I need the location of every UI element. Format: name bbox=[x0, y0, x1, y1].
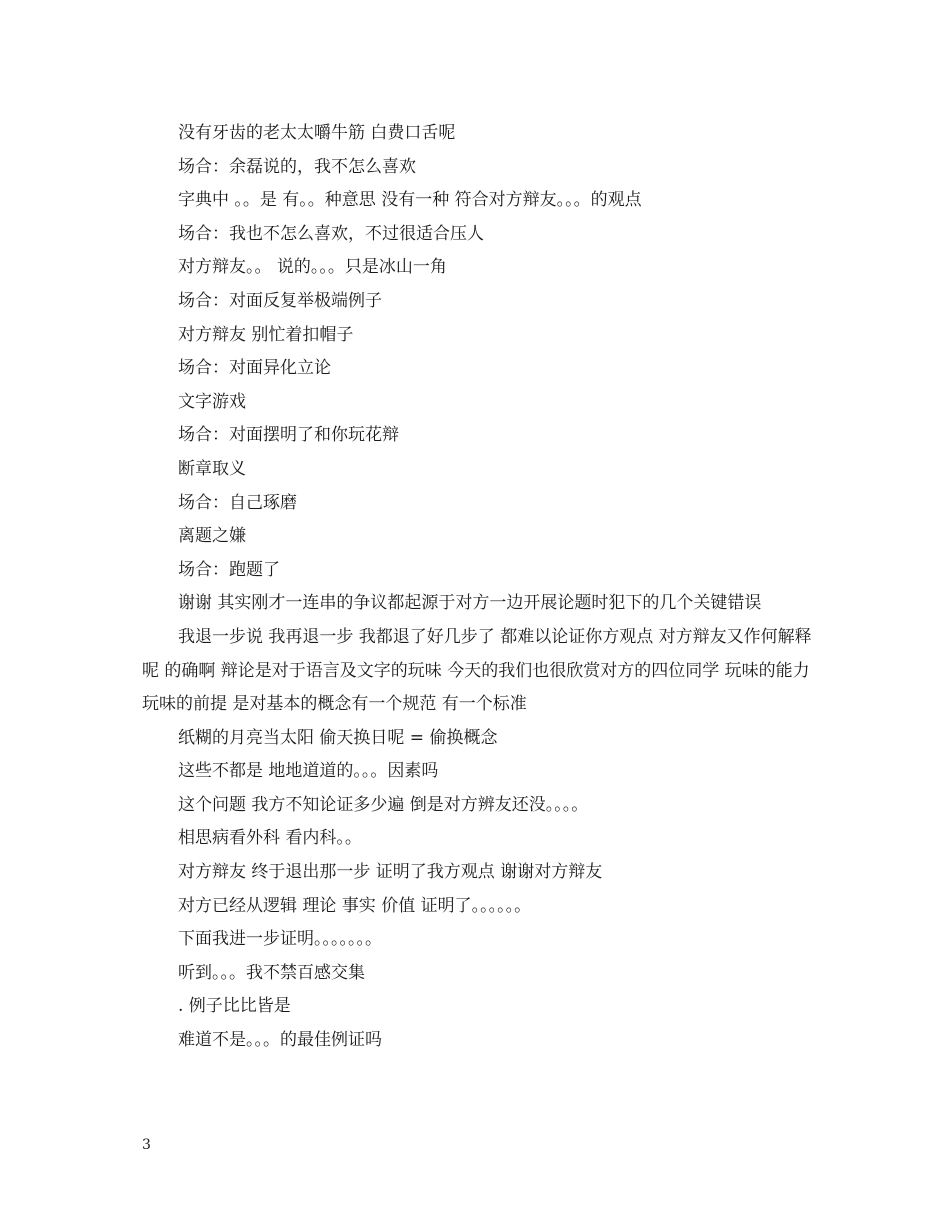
paragraph: 难道不是。。。的最佳例证吗 bbox=[178, 1030, 382, 1051]
paragraph: 文字游戏 bbox=[178, 391, 246, 412]
paragraph: 场合：余磊说的，我不怎么喜欢 bbox=[178, 156, 416, 177]
paragraph: . 例子比比皆是 bbox=[178, 996, 291, 1017]
paragraph: 场合：对面摆明了和你玩花辩 bbox=[178, 425, 399, 446]
paragraph: 谢谢 其实刚才一连串的争议都起源于对方一边开展论题时犯下的几个关键错误 bbox=[178, 593, 762, 614]
paragraph: 这些不都是 地地道道的。。。因素吗 bbox=[178, 761, 439, 782]
paragraph: 字典中 。。是 有。。种意思 没有一种 符合对方辩友。。。的观点 bbox=[178, 190, 642, 211]
paragraph: 场合：跑题了 bbox=[178, 559, 280, 580]
paragraph: 对方已经从逻辑 理论 事实 价值 证明了。。。。。。 bbox=[178, 895, 532, 916]
paragraph: 场合：对面异化立论 bbox=[178, 358, 331, 379]
paragraph: 离题之嫌 bbox=[178, 526, 246, 547]
paragraph: 没有牙齿的老太太嚼牛筋 白费口舌呢 bbox=[178, 123, 456, 143]
paragraph: 场合：我也不怎么喜欢，不过很适合压人 bbox=[178, 223, 484, 244]
paragraph: 场合：自己琢磨 bbox=[178, 492, 297, 513]
paragraph: 对方辩友 别忙着扣帽子 bbox=[178, 324, 354, 345]
paragraph: 听到。。。我不禁百感交集 bbox=[178, 962, 365, 983]
paragraph: 断章取义 bbox=[178, 458, 246, 479]
page-number: 3 bbox=[142, 1137, 151, 1153]
document-body bbox=[142, 117, 814, 1058]
paragraph: 对方辩友。。 说的。。。只是冰山一角 bbox=[178, 257, 447, 278]
paragraph: 纸糊的月亮当太阳 偷天换日呢 = 偷换概念 bbox=[178, 727, 498, 748]
paragraph: 对方辩友 终于退出那一步 证明了我方观点 谢谢对方辩友 bbox=[178, 862, 603, 883]
paragraph: 这个问题 我方不知论证多少遍 倒是对方辨友还没。。。。 bbox=[178, 794, 589, 815]
paragraph: 我退一步说 我再退一步 我都退了好几步了 都难以论证你方观点 对方辩友又作何解释呢 的确啊 辩论是对于语言及文字的玩味 今天的我们也很欣赏对方的四位同学 玩味的能力 玩味的前提 是对基本的概念有一个规范 有一个标准 bbox=[142, 626, 812, 715]
paragraph: 场合：对面反复举极端例子 bbox=[178, 290, 382, 311]
paragraph: 相思病看外科 看内科。。 bbox=[178, 828, 362, 849]
paragraph: 下面我进一步证明。。。。。。。 bbox=[178, 929, 382, 950]
